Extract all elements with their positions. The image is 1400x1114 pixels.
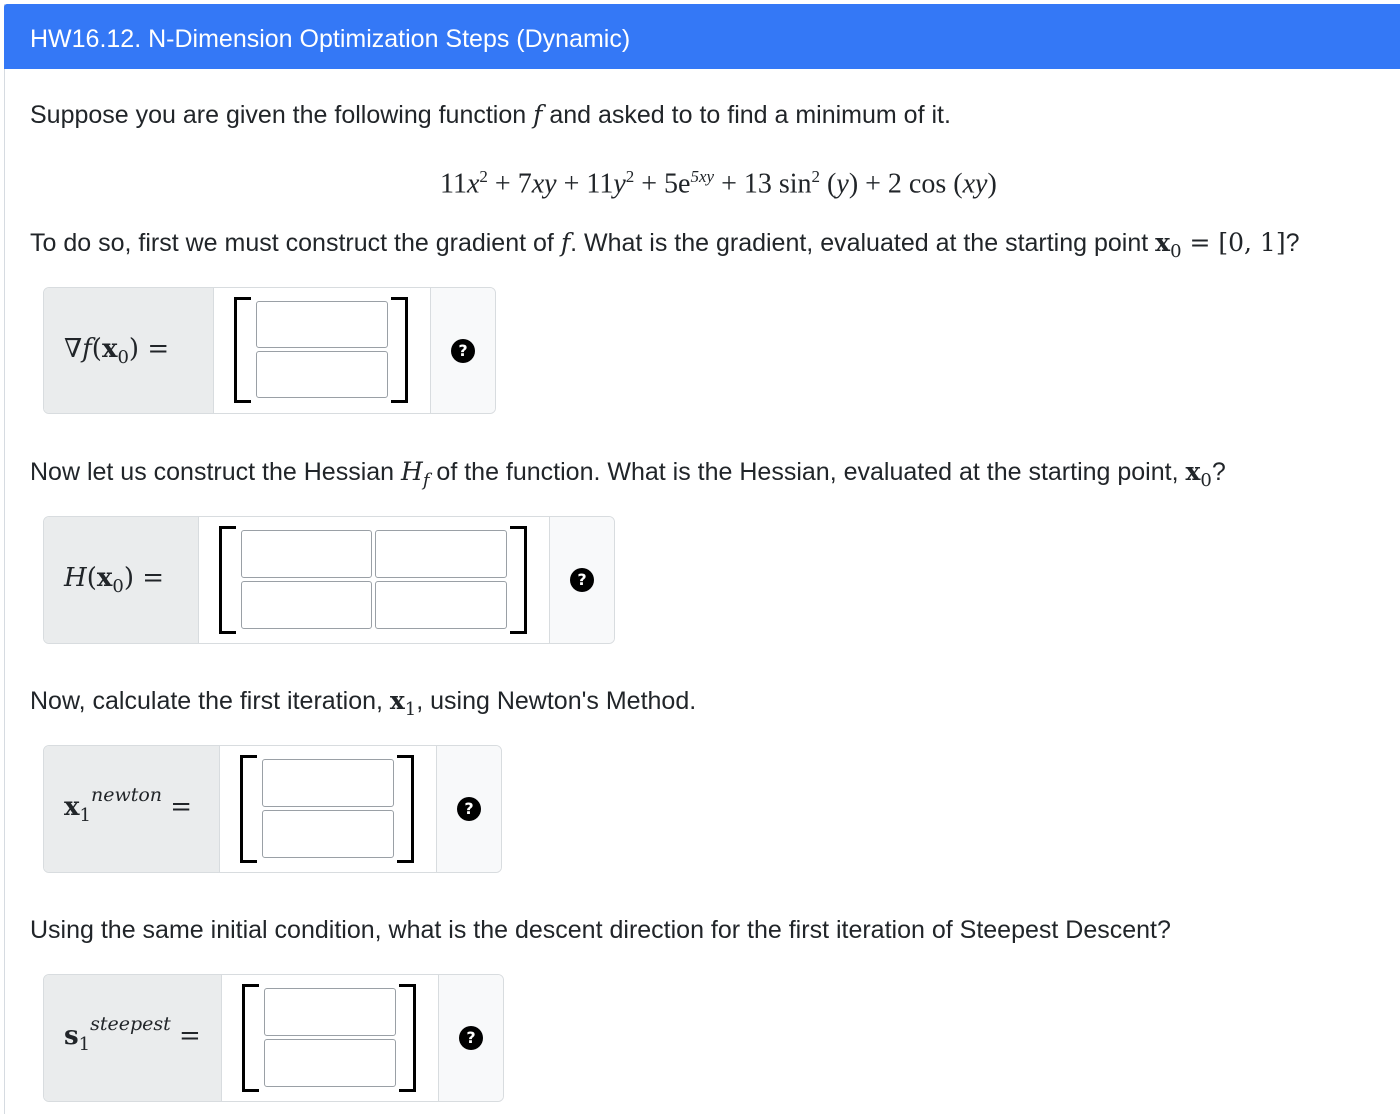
right-bracket — [399, 984, 416, 1092]
gradient-input-group — [43, 287, 496, 414]
hessian-input-1-1[interactable] — [241, 530, 372, 578]
gradient-help-button[interactable] — [430, 288, 495, 413]
steepest-question-text: Using the same initial condition, what is the descent direction for the first iteration of Steepest Descent? — [30, 916, 1171, 944]
newton-vector — [220, 746, 435, 872]
steepest-vector — [222, 975, 437, 1101]
left-bracket — [219, 526, 236, 634]
hessian-label: $H(x_0)$ = — [44, 517, 199, 643]
help-icon: ? — [459, 1026, 483, 1050]
left-bracket — [240, 755, 257, 863]
help-icon: ? — [451, 339, 475, 363]
newton-label: $x_1^{newton}$ = — [44, 746, 220, 872]
gradient-input-1[interactable] — [256, 301, 388, 348]
hessian-help-button[interactable] — [549, 517, 614, 643]
function-equation: $11x^2 + 7xy + 11y^2 + 5e^{5xy} + 13$ $\sin^2 (y) + 2$ cos (xy) — [440, 167, 997, 200]
right-bracket — [391, 297, 408, 403]
help-icon: ? — [570, 568, 594, 592]
question-title: HW16.12. N-Dimension Optimization Steps (Dynamic) — [30, 25, 631, 53]
help-icon: ? — [457, 797, 481, 821]
gradient-question-text: To do so, first we must construct the gradient of f. What is the gradient, evaluated at the starting point $x_0 = [0$, 1]? — [30, 228, 1300, 262]
gradient-label: $\nabla f(x_0)$ = — [44, 288, 214, 413]
hessian-input-1-2[interactable] — [375, 530, 507, 578]
intro-text: Suppose you are given the following function f and asked to to find a minimum of it. — [30, 100, 951, 129]
left-bracket — [234, 297, 251, 403]
newton-help-button[interactable] — [436, 746, 501, 872]
hessian-input-2-1[interactable] — [241, 581, 372, 629]
newton-input-2[interactable] — [262, 810, 394, 858]
newton-input-1[interactable] — [262, 759, 394, 807]
question-header — [4, 4, 1400, 69]
right-bracket — [397, 755, 414, 863]
hessian-question-text: Now let us construct the Hessian $H_f$ of the function. What is the Hessian, evaluated at the starting point, $x_0$? — [30, 457, 1226, 491]
steepest-input-group — [43, 974, 504, 1102]
hessian-input-group — [43, 516, 615, 644]
hessian-matrix — [199, 517, 548, 643]
hessian-input-2-2[interactable] — [375, 581, 507, 629]
left-bracket — [242, 984, 259, 1092]
gradient-vector — [214, 288, 429, 413]
right-bracket — [510, 526, 527, 634]
newton-question-text: Now, calculate the first iteration, $x_1$, using Newton's Method. — [30, 686, 697, 720]
steepest-input-2[interactable] — [264, 1039, 396, 1087]
gradient-input-2[interactable] — [256, 351, 388, 398]
steepest-help-button[interactable] — [438, 975, 503, 1101]
newton-input-group — [43, 745, 502, 873]
steepest-label: $s_1^{steepest}$ = — [44, 975, 222, 1101]
steepest-input-1[interactable] — [264, 988, 396, 1036]
